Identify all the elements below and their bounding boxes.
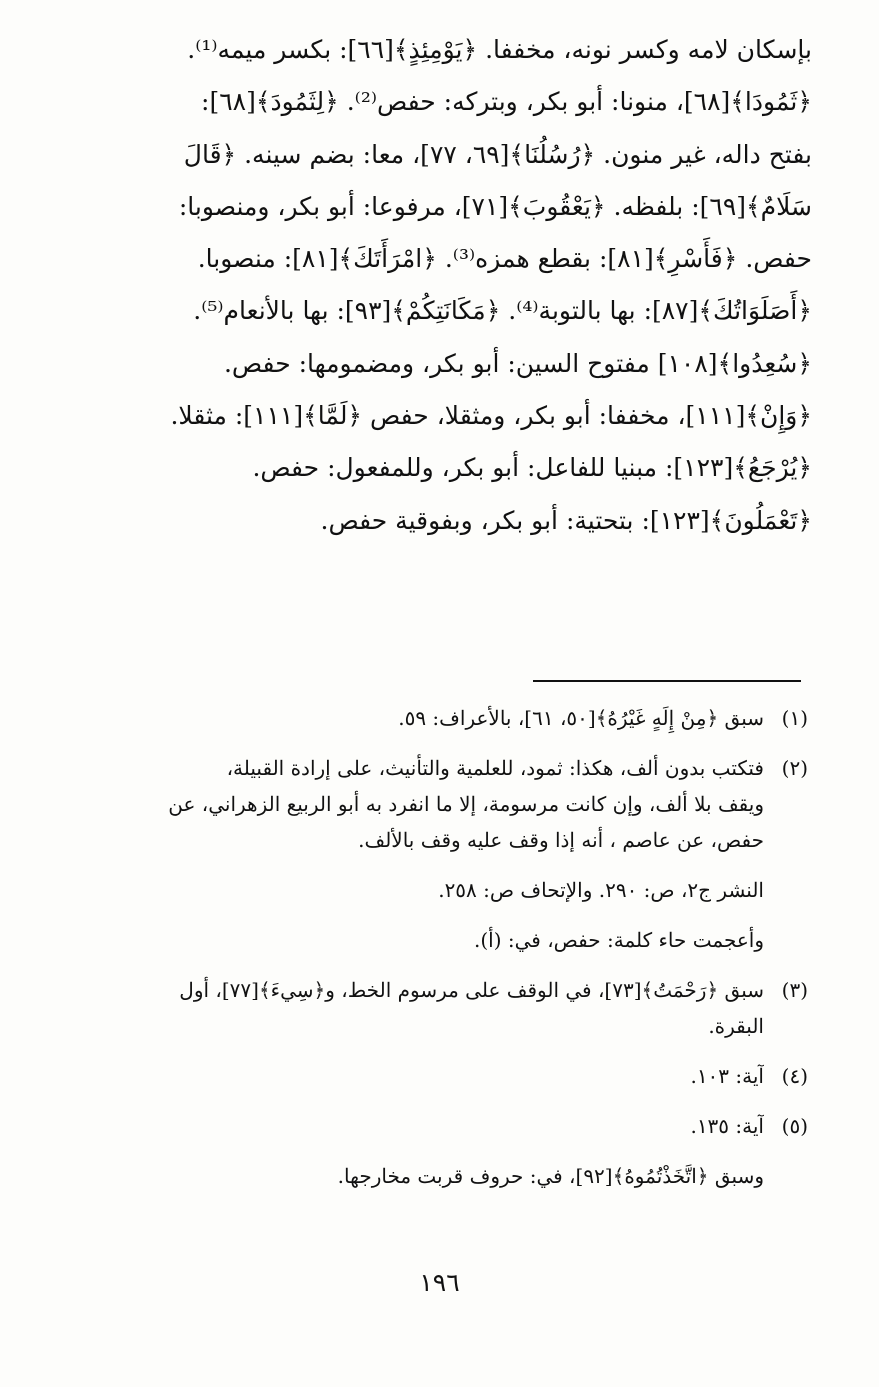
footnote-separator (533, 680, 801, 682)
footnote-number: (١) (781, 706, 808, 730)
footnote-text: ويقف بلا ألف، وإن كانت مرسومة، إلا ما انفرد به أبو الربيع الزهراني، عن (168, 792, 764, 816)
footnote-text: حفص، عن عاصم ، أنه إذا وقف عليه وقف بالألف. (358, 828, 764, 852)
footnote (72, 750, 808, 858)
footnote-number: (٤) (781, 1064, 808, 1088)
footnote-text: آية: ١٠٣. (690, 1064, 764, 1088)
text-line: ﴿تَعْمَلُونَ﴾[١٢٣]: بتحتية: أبو بكر، وبفوقية حفص. (320, 505, 812, 535)
footnote-number: (٥) (781, 1114, 808, 1138)
footnotes-block (72, 700, 808, 1208)
footnote (72, 1108, 808, 1144)
page-number: ١٩٦ (419, 1268, 460, 1297)
footnote-text: فتكتب بدون ألف، هكذا: ثمود، للعلمية والتأنيث، على إرادة القبيلة، (226, 756, 764, 780)
text-line: حفص. ﴿فَأَسْرِ﴾[٨١]: بقطع همزه⁽³⁾. ﴿امْرَأَتَكَ﴾[٨١]: منصوبا. (197, 244, 812, 274)
footnote-reference: النشر ج٢، ص: ٢٩٠. والإتحاف ص: ٢٥٨. (438, 878, 764, 902)
text-line: بإسكان لامه وكسر نونه، مخففا. ﴿يَوْمِئِذٍ﴾[٦٦]: بكسر ميمه⁽¹⁾. (187, 35, 812, 64)
footnote-reference: وسبق ﴿اتَّخَذْتُمُوهُ﴾[٩٢]، في: حروف قربت مخارجها. (337, 1164, 764, 1188)
text-line: بفتح داله، غير منون. ﴿رُسُلُنَا﴾[٦٩، ٧٧]، معا: بضم سينه. ﴿قَالَ (183, 139, 812, 169)
footnote-text: سبق ﴿مِنْ إِلَهٍ غَيْرُهُ﴾[٥٠، ٦١]، بالأعراف: ٥٩. (398, 706, 764, 730)
text-line: ﴿سُعِدُوا﴾[١٠٨] مفتوح السين: أبو بكر، ومضمومها: حفص. (223, 348, 812, 378)
footnote (72, 700, 808, 736)
text-line: سَلَامٌ﴾[٦٩]: بلفظه. ﴿يَعْقُوبَ﴾[٧١]، مرفوعا: أبو بكر، ومنصوبا: (178, 191, 812, 221)
footnote (72, 1058, 808, 1094)
footnote-number: (٣) (781, 978, 808, 1002)
footnote-number: (٢) (781, 756, 808, 780)
text-line: ﴿يُرْجَعُ﴾[١٢٣]: مبنيا للفاعل: أبو بكر، وللمفعول: حفص. (252, 453, 812, 483)
text-line: ﴿وَإِنْ﴾[١١١]، مخففا: أبو بكر، ومثقلا، حفص ﴿لَمَّا﴾[١١١]: مثقلا. (170, 401, 812, 431)
text-line: ﴿أَصَلَوَاتُكَ﴾[٨٧]: بها بالتوبة⁽⁴⁾. ﴿مَكَانَتِكُمْ﴾[٩٣]: بها بالأنعام⁽⁵⁾. (193, 296, 812, 326)
footnote-text: آية: ١٣٥. (690, 1114, 764, 1138)
footnote (72, 972, 808, 1044)
main-text-block (72, 24, 812, 547)
footnote-text: سبق ﴿رَحْمَتُ﴾[٧٣]، في الوقف على مرسوم الخط، و﴿سِيءَ﴾[٧٧]، أول (179, 978, 764, 1002)
footnote-text: البقرة. (708, 1014, 764, 1038)
footnote-reference: وأعجمت حاء كلمة: حفص، في: (أ). (474, 928, 764, 952)
text-line: ﴿ثَمُودَا﴾[٦٨]، منونا: أبو بكر، وبتركه: حفص⁽²⁾. ﴿لِثَمُودَ﴾[٦٨]: (201, 87, 812, 117)
